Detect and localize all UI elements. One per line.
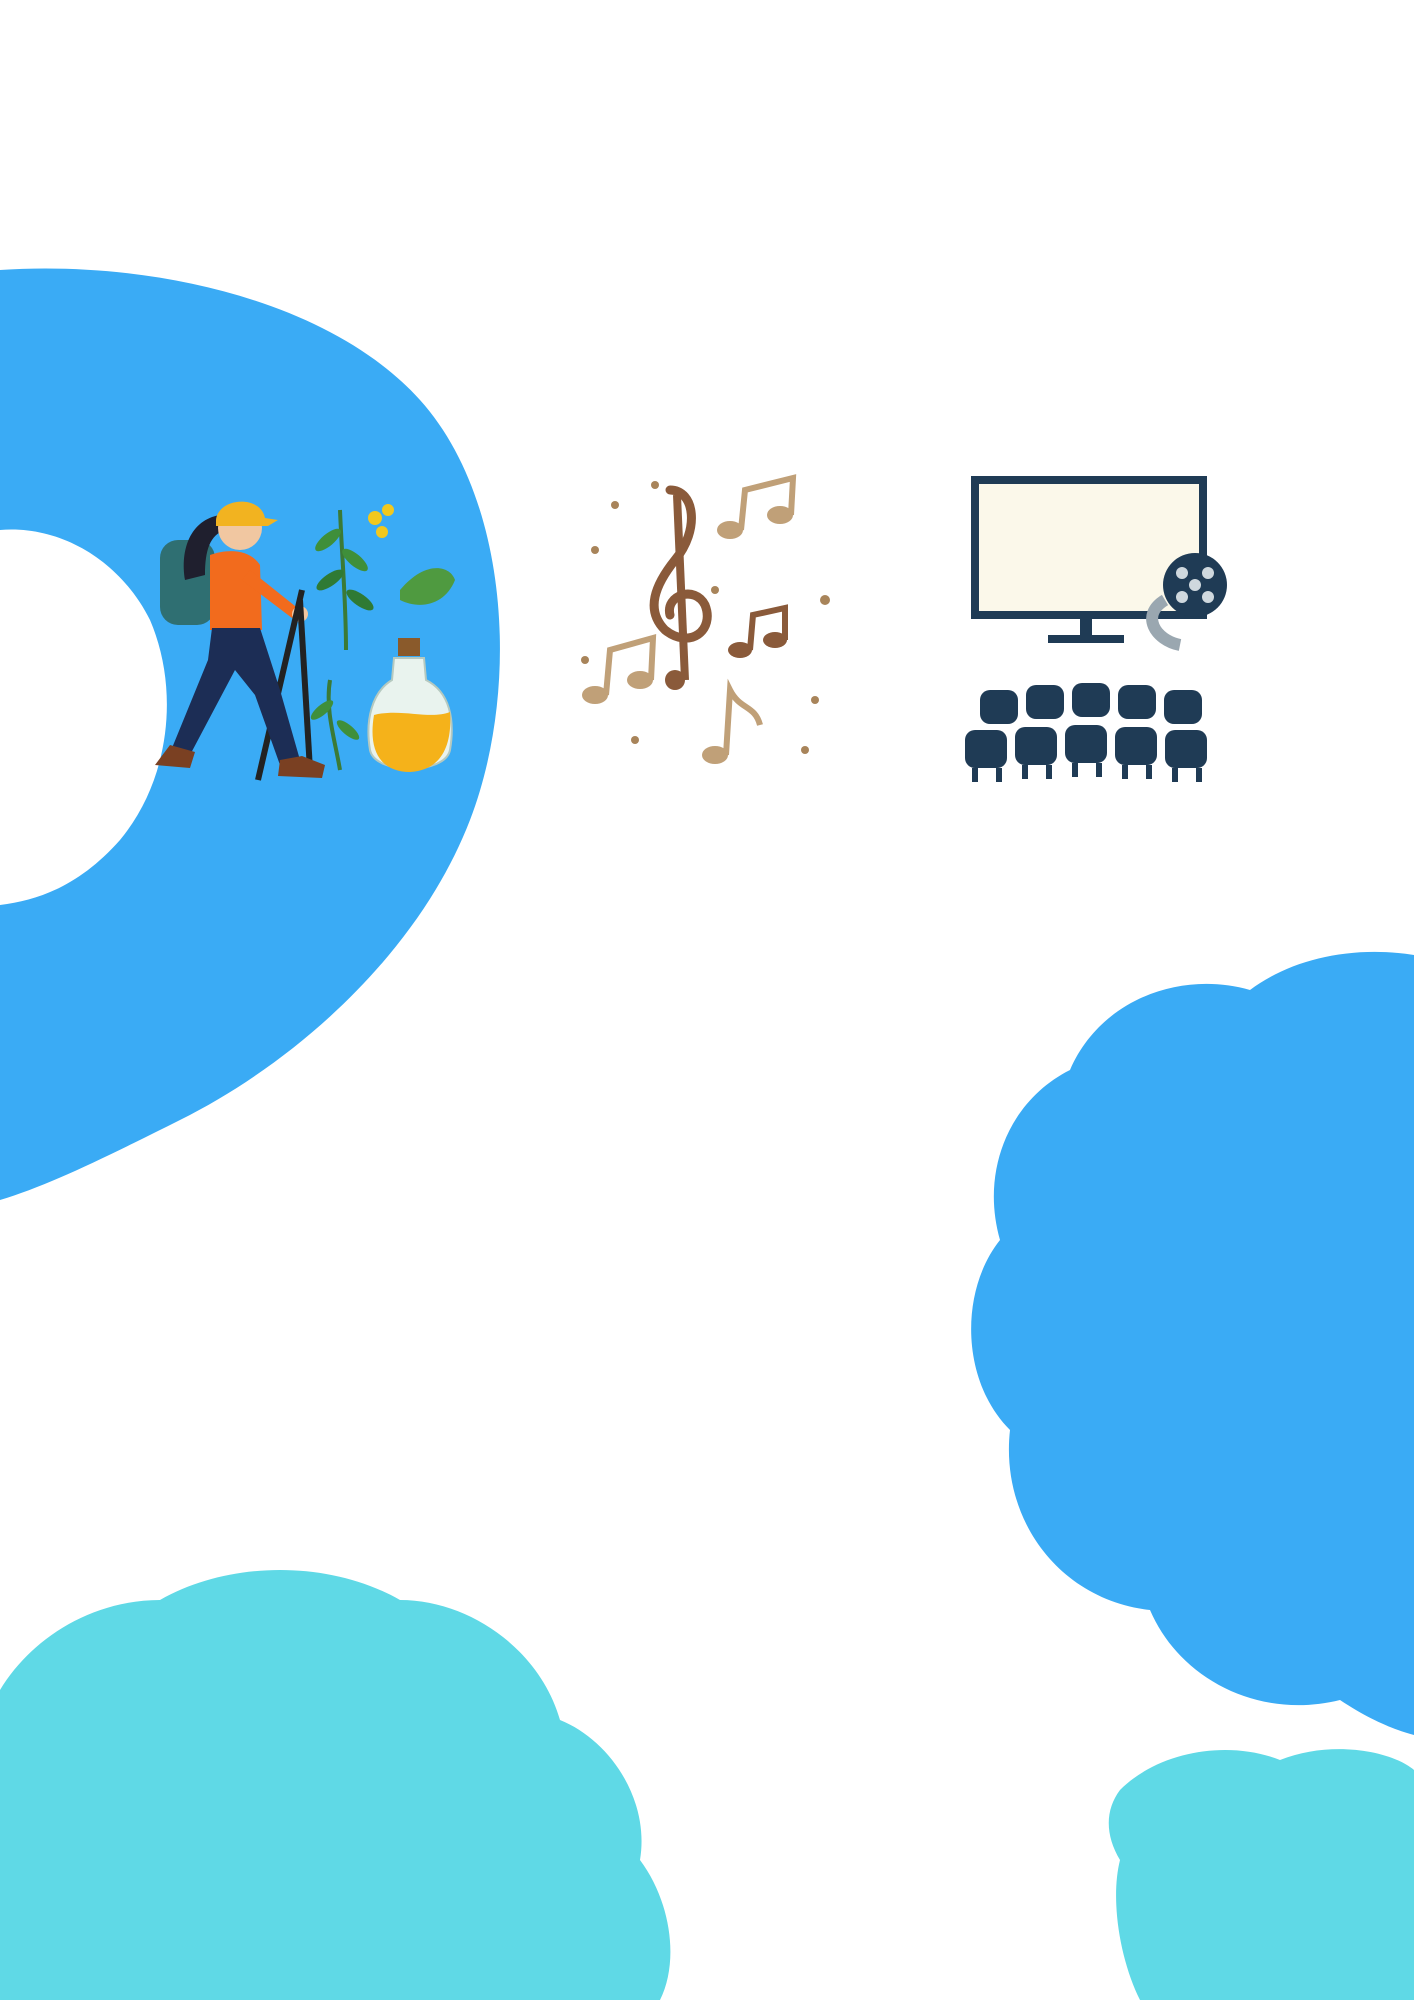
hiker-herbal-oil-icon xyxy=(150,480,460,790)
cinema-screen-icon xyxy=(960,475,1250,785)
music-notes-icon xyxy=(575,470,845,770)
